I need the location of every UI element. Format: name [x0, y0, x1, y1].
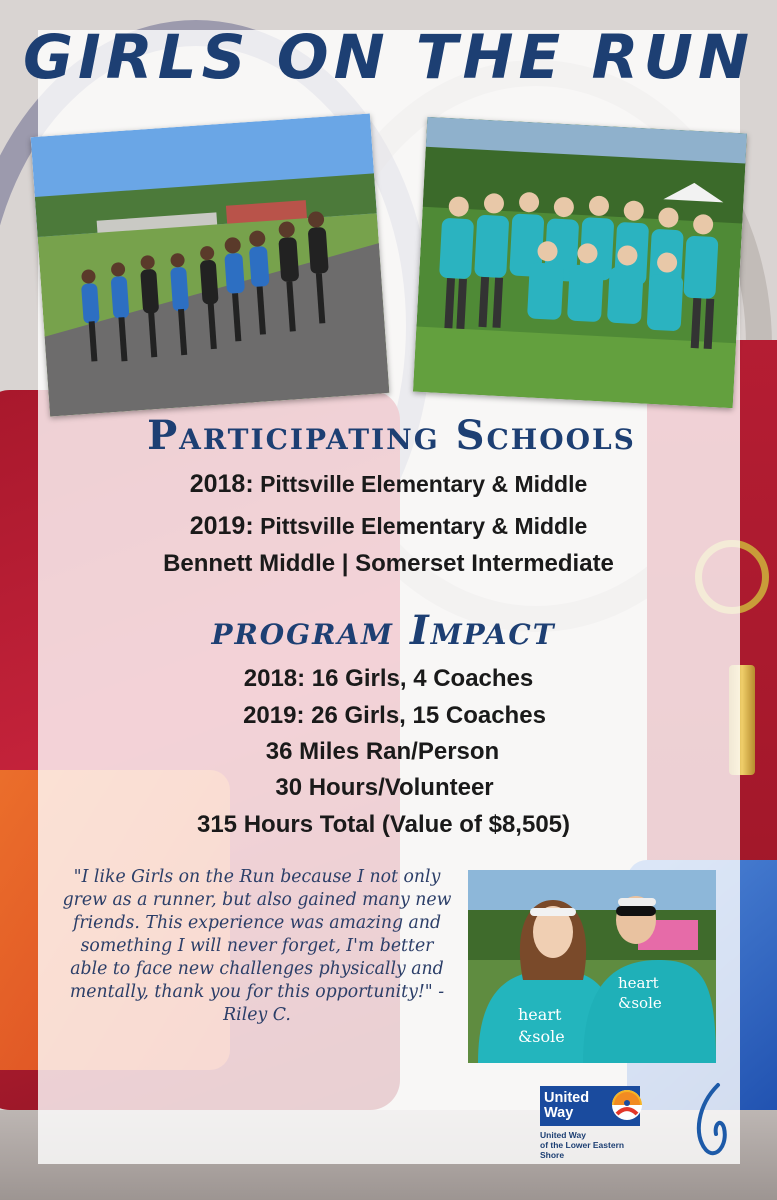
logo-caption-1: United Way	[540, 1130, 586, 1140]
photo-girls-posing-track	[31, 113, 390, 416]
logo-caption-2: of the Lower Eastern Shore	[540, 1140, 625, 1160]
impact-line-2019: 2019: 26 Girls, 15 Coaches	[243, 702, 546, 729]
shirt-text-4: &sole	[618, 994, 662, 1012]
photo-group-teal-shirts	[413, 117, 747, 408]
impact-line-2018: 2018: 16 Girls, 4 Coaches	[243, 665, 534, 692]
shirt-text-1: heart	[518, 1005, 562, 1024]
schools-line-2019	[0, 512, 777, 541]
schools-year-2019: 2019:	[189, 512, 254, 540]
schools-line-extra: Bennett Middle | Somerset Intermediate	[163, 550, 614, 577]
program-impact-heading: program Impact	[211, 607, 556, 654]
poster-title: GIRLS ON THE RUN	[22, 22, 755, 93]
shirt-text-3: heart	[618, 974, 659, 992]
united-way-logo	[540, 1086, 650, 1160]
impact-line-hours: 30 Hours/Volunteer	[275, 774, 494, 801]
shirt-text-2: &sole	[518, 1027, 565, 1046]
logo-word-united: United	[544, 1090, 590, 1106]
schools-line-2018	[0, 470, 777, 499]
impact-line-miles: 36 Miles Ran/Person	[265, 738, 500, 765]
schools-year-2018: 2018:	[189, 470, 254, 498]
photo-two-runners	[468, 870, 716, 1063]
testimonial-quote: "I like Girls on the Run because I not only grew as a runner, but also gained many new friends. This experience was amazing and something I will never forget, I'm better able to face new challenges physically and mentally, thank you for this opportunity!" - Riley C.	[62, 867, 452, 1025]
united-way-logo-box	[540, 1086, 640, 1126]
united-way-hand-icon	[612, 1090, 642, 1120]
participating-schools-heading: Participating Schools	[147, 412, 636, 459]
schools-text-2019: Pittsville Elementary & Middle	[260, 513, 588, 539]
impact-line-total: 315 Hours Total (Value of $8,505)	[196, 811, 571, 838]
swirl-logo-icon	[688, 1080, 732, 1160]
schools-text-2018: Pittsville Elementary & Middle	[260, 471, 588, 497]
logo-word-way: Way	[544, 1105, 574, 1121]
